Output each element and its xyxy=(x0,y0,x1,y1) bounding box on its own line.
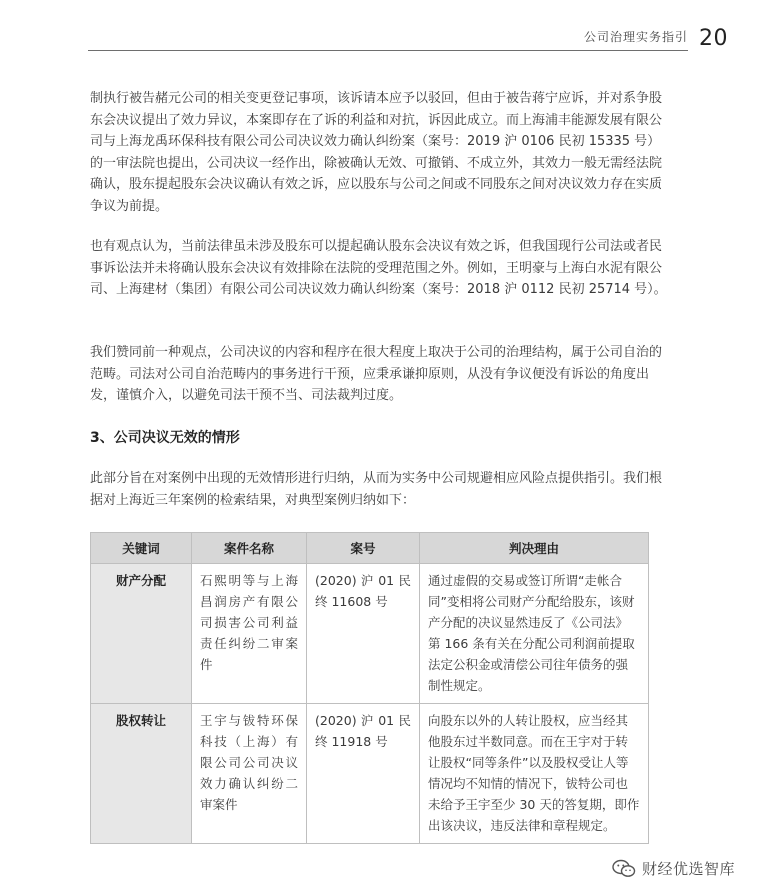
section-heading: 3、公司决议无效的情形 xyxy=(90,430,240,446)
cell-case-no: (2020) 沪 01 民终 11918 号 xyxy=(307,704,420,844)
paragraph-1: 制执行被告赭元公司的相关变更登记事项，该诉请本应予以驳回，但由于被告蒋宁应诉，并对系争股东会决议提出了效力异议，本案即存在了诉的利益和对抗，诉因此成立。而上海浦丰能源发展有限公司与上海龙禹环保科技有限公司公司决议效力确认纠纷案（案号：2019 沪 0106 民初 15335 号）的一审法院也提出，公司决议一经作出，除被确认无效、可撤销、不成立外，其效力一般无需经法院确认，股东提起股东会决议确认有效之诉，应以股东与公司之间或不同股东之间对决议效力存在实质争议为前提。 xyxy=(90,91,663,214)
cell-keyword: 股权转让 xyxy=(91,704,192,844)
table-row xyxy=(91,564,649,704)
watermark xyxy=(612,858,735,879)
cell-case-name: 石熙明等与上海昌润房产有限公司损害公司利益责任纠纷二审案件 xyxy=(192,564,307,704)
header-case-no: 案号 xyxy=(307,533,420,564)
cell-case-no: (2020) 沪 01 民终 11608 号 xyxy=(307,564,420,704)
table-row xyxy=(91,704,649,844)
watermark-text: 财经优选智库 xyxy=(642,860,736,878)
case-table xyxy=(90,532,649,844)
header-reason: 判决理由 xyxy=(420,533,649,564)
running-header-title: 公司治理实务指引 xyxy=(584,30,689,44)
paragraph-2: 也有观点认为，当前法律虽未涉及股东可以提起确认股东会决议有效之诉，但我国现行公司法或者民事诉讼法并未将确认股东会决议有效排除在法院的受理范围之外。例如，王明豪与上海白水泥有限公司、上海建材（集团）有限公司公司决议效力确认纠纷案（案号：2018 沪 0112 民初 25714 号）。 xyxy=(90,239,667,298)
section-intro: 此部分旨在对案例中出现的无效情形进行归纳，从而为实务中公司规避相应风险点提供指引。我们根据对上海近三年案例的检索结果，对典型案例归纳如下： xyxy=(90,471,663,508)
page-number: 20 xyxy=(699,26,728,51)
cell-reason: 通过虚假的交易或签订所谓“走帐合同”变相将公司财产分配给股东，该财产分配的决议显然违反了《公司法》第 166 条有关在分配公司利润前提取法定公积金或清偿公司往年债务的强制性规定。 xyxy=(420,564,649,704)
cell-case-name: 王宇与钹特环保科技（上海）有限公司公司决议效力确认纠纷二审案件 xyxy=(192,704,307,844)
wechat-icon xyxy=(612,859,636,879)
cell-reason: 向股东以外的人转让股权，应当经其他股东过半数同意。而在王宇对于转让股权“同等条件”以及股权受让人等情况均不知情的情况下，钹特公司也未给予王宇至少 30 天的答复期，即作出该决议，违反法律和章程规定。 xyxy=(420,704,649,844)
cell-keyword: 财产分配 xyxy=(91,564,192,704)
table-header-row xyxy=(91,533,649,564)
header-keyword: 关键词 xyxy=(91,533,192,564)
header-case-name: 案件名称 xyxy=(192,533,307,564)
paragraph-3: 我们赞同前一种观点，公司决议的内容和程序在很大程度上取决于公司的治理结构，属于公司自治的范畴。司法对公司自治范畴内的事务进行干预，应秉承谦抑原则，从没有争议便没有诉讼的角度出发，谨慎介入，以避免司法干预不当、司法裁判过度。 xyxy=(90,345,663,404)
header-divider xyxy=(88,50,688,51)
